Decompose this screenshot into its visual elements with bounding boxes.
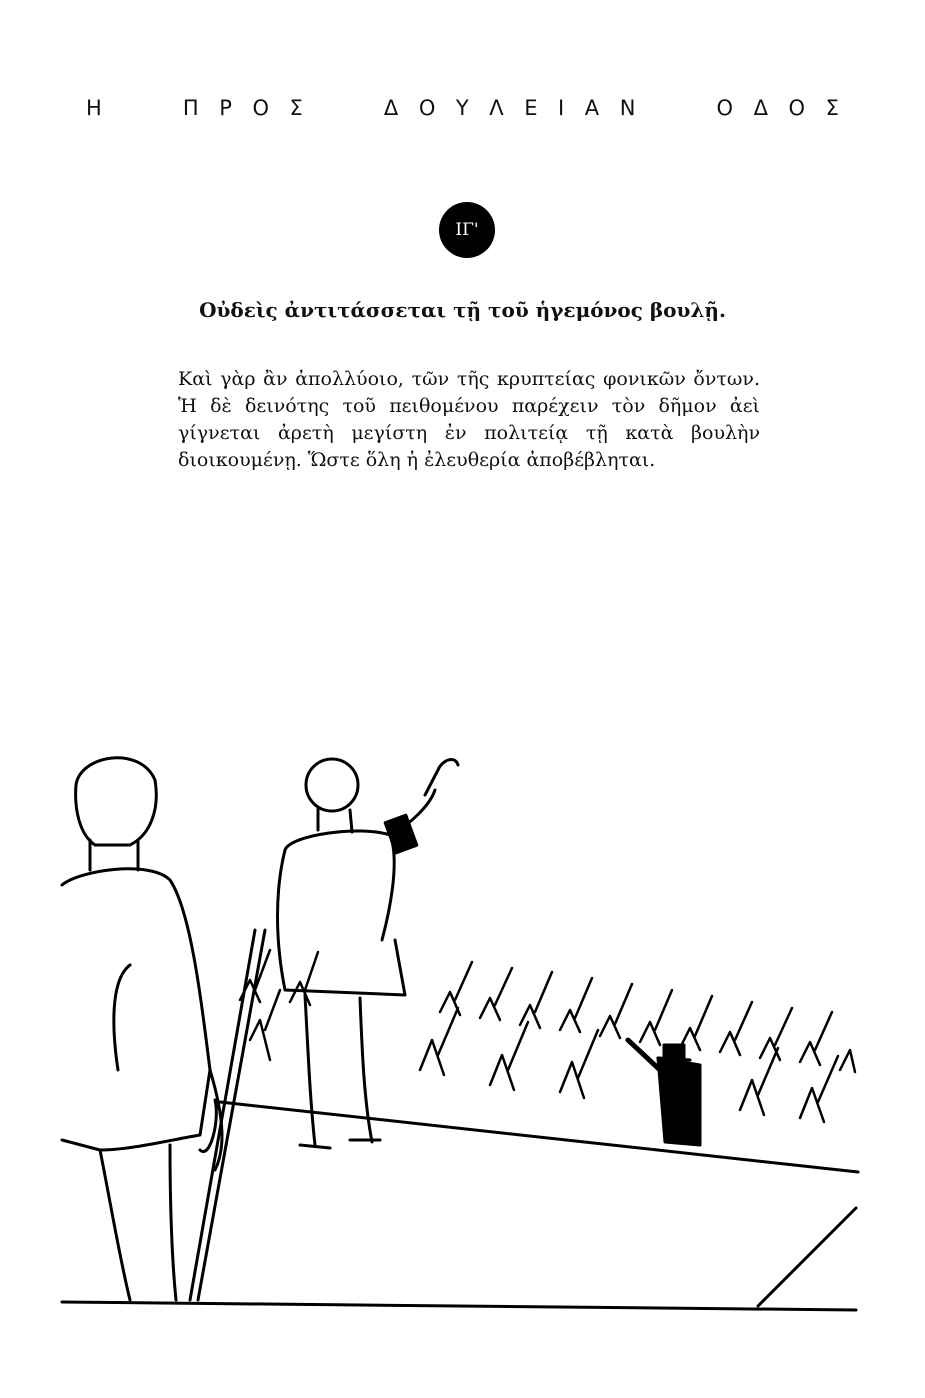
running-head-p: Π (182, 96, 199, 120)
saluting-crowd (240, 950, 855, 1122)
stage-lines (62, 1102, 858, 1310)
rally-illustration (60, 740, 865, 1320)
running-head-s: Σ (289, 96, 303, 120)
running-head-r: Ρ (219, 96, 232, 120)
running-head-h: Η (86, 96, 102, 120)
running-head-a: Α (584, 96, 600, 120)
running-head-l: Λ (489, 96, 504, 120)
running-head-s2: Σ (825, 96, 839, 120)
page-heading: Οὐδεὶς ἀντιτάσσεται τῇ τοῦ ἡγεμόνος βουλῇ. (199, 298, 726, 322)
chapter-number: ΙΓ' (455, 220, 479, 240)
chapter-number-badge (439, 202, 495, 258)
running-head-n: Ν (619, 96, 636, 120)
running-head-o3: Ο (716, 96, 734, 120)
running-head-i: Ι (558, 96, 565, 120)
dark-hat-figure (628, 1040, 700, 1145)
running-head-d2: Δ (753, 96, 768, 120)
leader-figure (278, 759, 459, 1148)
running-head-o2: Ο (418, 96, 436, 120)
running-head (86, 96, 839, 120)
running-head-e: Ε (524, 96, 538, 120)
body-paragraph: Καὶ γὰρ ἂν ἀπολλύοιο, τῶν τῆς κρυπτείας φονικῶν ὄντων. Ἡ δὲ δεινότης τοῦ πειθομένου παρέχειν τὸν δῆμον ἀεὶ γίγνεται ἀρετὴ μεγίστη ἐν πολιτείᾳ τῇ κατὰ βουλὴν διοικουμένῃ. Ὥστε ὅλη ἡ ἐλευθερία ἀποβέβληται. (178, 368, 760, 471)
running-head-o: Ο (252, 96, 269, 120)
soldier-figure (62, 758, 265, 1300)
running-head-d: Δ (383, 96, 399, 120)
running-head-y: Υ (455, 96, 469, 120)
running-head-o4: Ο (788, 96, 806, 120)
